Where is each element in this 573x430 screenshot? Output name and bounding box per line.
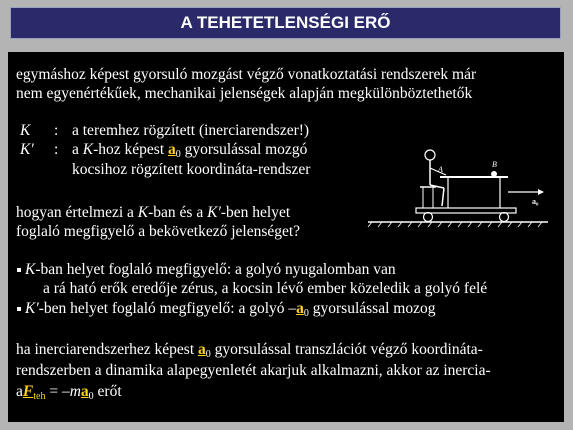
ball-icon xyxy=(491,171,497,177)
cart-wheel xyxy=(424,213,433,222)
label-b: B xyxy=(492,160,497,169)
conclusion-line-2: rendszerben a dinamika alapegyenletét akarjuk alkalmazni, akkor az inercia- xyxy=(16,362,491,379)
bullet-1-line-2: a rá ható erők eredője zérus, a kocsin lévő ember közeledik a golyó felé xyxy=(43,280,488,297)
slide-title: A TEHETETLENSÉGI ERŐ xyxy=(10,7,561,39)
bullet-1: K-ban helyet foglaló megfigyelő: a golyó nyugalomban van xyxy=(25,261,396,278)
arrow-head-icon xyxy=(538,189,544,195)
inertial-force-symbol: F xyxy=(22,383,34,400)
content-panel xyxy=(8,52,564,422)
cart-platform xyxy=(416,208,516,213)
intro-line-2: nem egyenértékűek, mechanikai jelenségek alapján megkülönböztethetők xyxy=(16,85,473,102)
intro-line-1: egymáshoz képest gyorsuló mozgást végző vonatkoztatási rendszerek már xyxy=(16,66,477,83)
frame-k-symbol: K xyxy=(20,122,31,139)
bullet-marker xyxy=(17,268,21,272)
bullet-marker xyxy=(17,307,21,311)
conclusion-line-1: ha inerciarendszerhez képest $a_0$ gyorsulással transzlációt végző koordináta- xyxy=(16,341,483,360)
acceleration-symbol: a xyxy=(168,141,176,158)
cart-illustration xyxy=(358,130,558,230)
frame-k-description: a teremhez rögzített (inerciarendszer!) xyxy=(72,122,310,139)
cart-wheel xyxy=(500,213,509,222)
conclusion-line-3: $aF_{teh} = -ma_0$ erőt xyxy=(16,383,122,402)
bullet-2: K′-ben helyet foglaló megfigyelő: a golyó $-a_0$ gyorsulással mozog xyxy=(25,300,436,319)
frame-k-colon: : xyxy=(54,122,59,139)
frame-kprime-colon: : xyxy=(54,141,59,158)
person-head xyxy=(425,150,435,160)
label-a: A xyxy=(438,165,443,174)
frame-kprime-description-2: kocsihoz rögzített koordináta-rendszer xyxy=(72,161,311,178)
label-a0: a₀ xyxy=(532,197,539,206)
frame-kprime-symbol: K′ xyxy=(20,141,34,158)
question-line-2: foglaló megfigyelő a bekövetkező jelenséget? xyxy=(16,223,301,240)
frame-kprime-description: a K-hoz képest $a_0$ gyorsulással mozgó xyxy=(72,141,308,160)
question-line-1: hogyan értelmezi a K-ban és a K′-ben helyet xyxy=(16,204,291,221)
